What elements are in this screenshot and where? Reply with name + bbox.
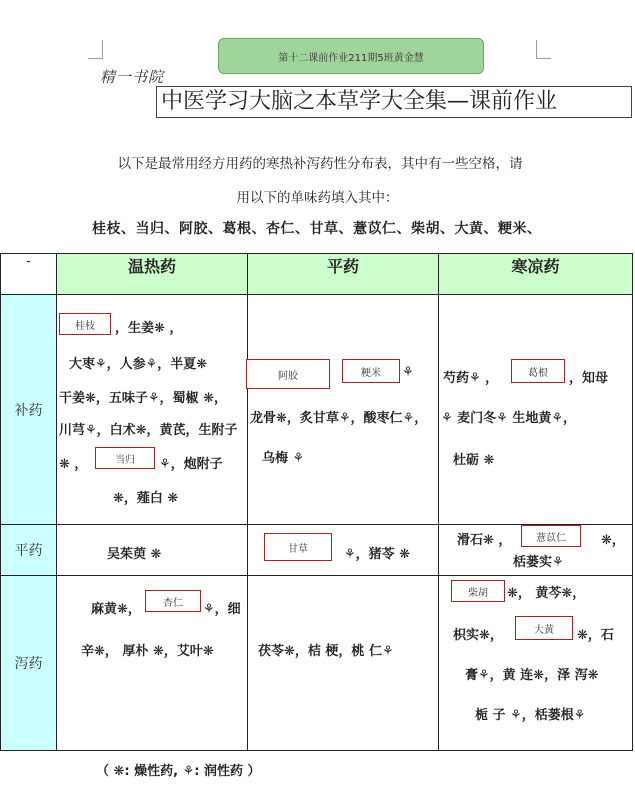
header-note: 第十二课前作业211期5班黄金慧 [218,38,484,74]
cell-xie-neutral [248,576,439,751]
row-head-xie: 泻药 [1,576,57,751]
answer-box[interactable]: 阿胶 [246,359,330,389]
header-cold: 寒凉药 [439,254,633,295]
cell-text: 龙骨❋，炙甘草⚘，酸枣仁⚘， [250,411,428,426]
answer-box[interactable]: 当归 [95,447,155,469]
intro-line-2: 用以下的单味药填入其中： [236,190,399,206]
corner-cell: - [1,254,57,295]
cell-text: ❋ ， [59,457,88,472]
crop-mark-top-left [88,40,103,59]
cell-text: 栝蒌实⚘ [513,555,564,570]
cell-text: ⚘，细 [203,602,241,617]
cell-text: ⚘，炮附子 [159,457,223,472]
cell-text: 滑石❋ ， [457,533,512,548]
cell-text: 麻黄❋， [91,602,141,617]
cell-bu-cold [439,295,633,525]
table-header-row [1,254,633,295]
cell-xie-cold [439,576,633,751]
crop-mark-top-right [536,40,551,59]
table-row [1,525,633,576]
cell-ping-cold [439,525,633,576]
header-warm: 温热药 [57,254,248,295]
cell-text: 干姜❋，五味子⚘，蜀椒 ❋， [59,391,227,406]
answer-box[interactable]: 薏苡仁 [521,525,581,547]
cell-text: ⚘，猪苓 ❋ [344,547,411,562]
herb-list: 桂枝、当归、阿胶、葛根、杏仁、甘草、薏苡仁、柴胡、大黄、粳米、 [92,221,542,237]
cell-text: 芍药⚘ ， [443,371,499,386]
cell-text: ，生姜❋ ， [115,321,183,336]
page-title[interactable]: 中医学习大脑之本草学大全集—课前作业 [156,86,632,118]
cell-text: 枳实❋， [453,628,503,643]
cell-text: ❋， [601,533,625,548]
cell-text: ⚘ [402,365,414,380]
answer-box[interactable]: 桂枝 [59,313,111,335]
cell-text: 茯苓❋，桔 梗，桃 仁⚘ [258,644,394,659]
answer-box[interactable]: 杏仁 [145,590,201,612]
row-head-ping: 平药 [1,525,57,576]
row-head-bu: 补药 [1,295,57,525]
cell-text: 吴茱萸 ❋ [107,547,162,562]
cell-text: 杜砺 ❋ [453,453,495,468]
cell-xie-warm [57,576,248,751]
cell-text: 栀 子 ⚘，栝蒌根⚘ [475,708,586,723]
answer-box[interactable]: 大黄 [515,616,573,640]
header-neutral: 平药 [248,254,439,295]
table-row [1,295,633,525]
cell-text: 膏⚘，黄 连❋，泽 泻❋ [465,668,599,683]
legend: （ ❋: 燥性药, ⚘: 润性药 ） [96,764,261,779]
cell-text: ，知母 [569,371,609,386]
cell-text: 乌梅 ⚘ [262,451,305,466]
cell-text: 川芎⚘，白术❋，黄芪，生附子 [59,423,238,438]
cell-bu-neutral [248,295,439,525]
cell-ping-warm [57,525,248,576]
intro-line-1: 以下是最常用经方用药的寒热补泻药性分布表，其中有一些空格，请 [117,156,523,172]
cell-bu-warm [57,295,248,525]
cell-text: ⚘ 麦门冬⚘ 生地黄⚘， [441,411,577,426]
answer-box[interactable]: 粳米 [342,359,400,383]
cell-text: ❋，薤白 ❋ [113,491,179,506]
cell-text: 辛❋， 厚朴 ❋，艾叶❋ [81,644,214,659]
answer-box[interactable]: 柴胡 [451,580,505,602]
cell-ping-neutral [248,525,439,576]
answer-box[interactable]: 葛根 [511,359,565,383]
answer-box[interactable]: 甘草 [264,533,332,561]
cell-text: ❋， 黄芩❋， [507,586,586,601]
herb-table [0,253,633,751]
cell-text: ❋，石 [577,628,614,643]
cell-text: 大枣⚘，人参⚘，半夏❋ [69,357,208,372]
table-row [1,576,633,751]
logo: 精一书院 [100,68,165,86]
